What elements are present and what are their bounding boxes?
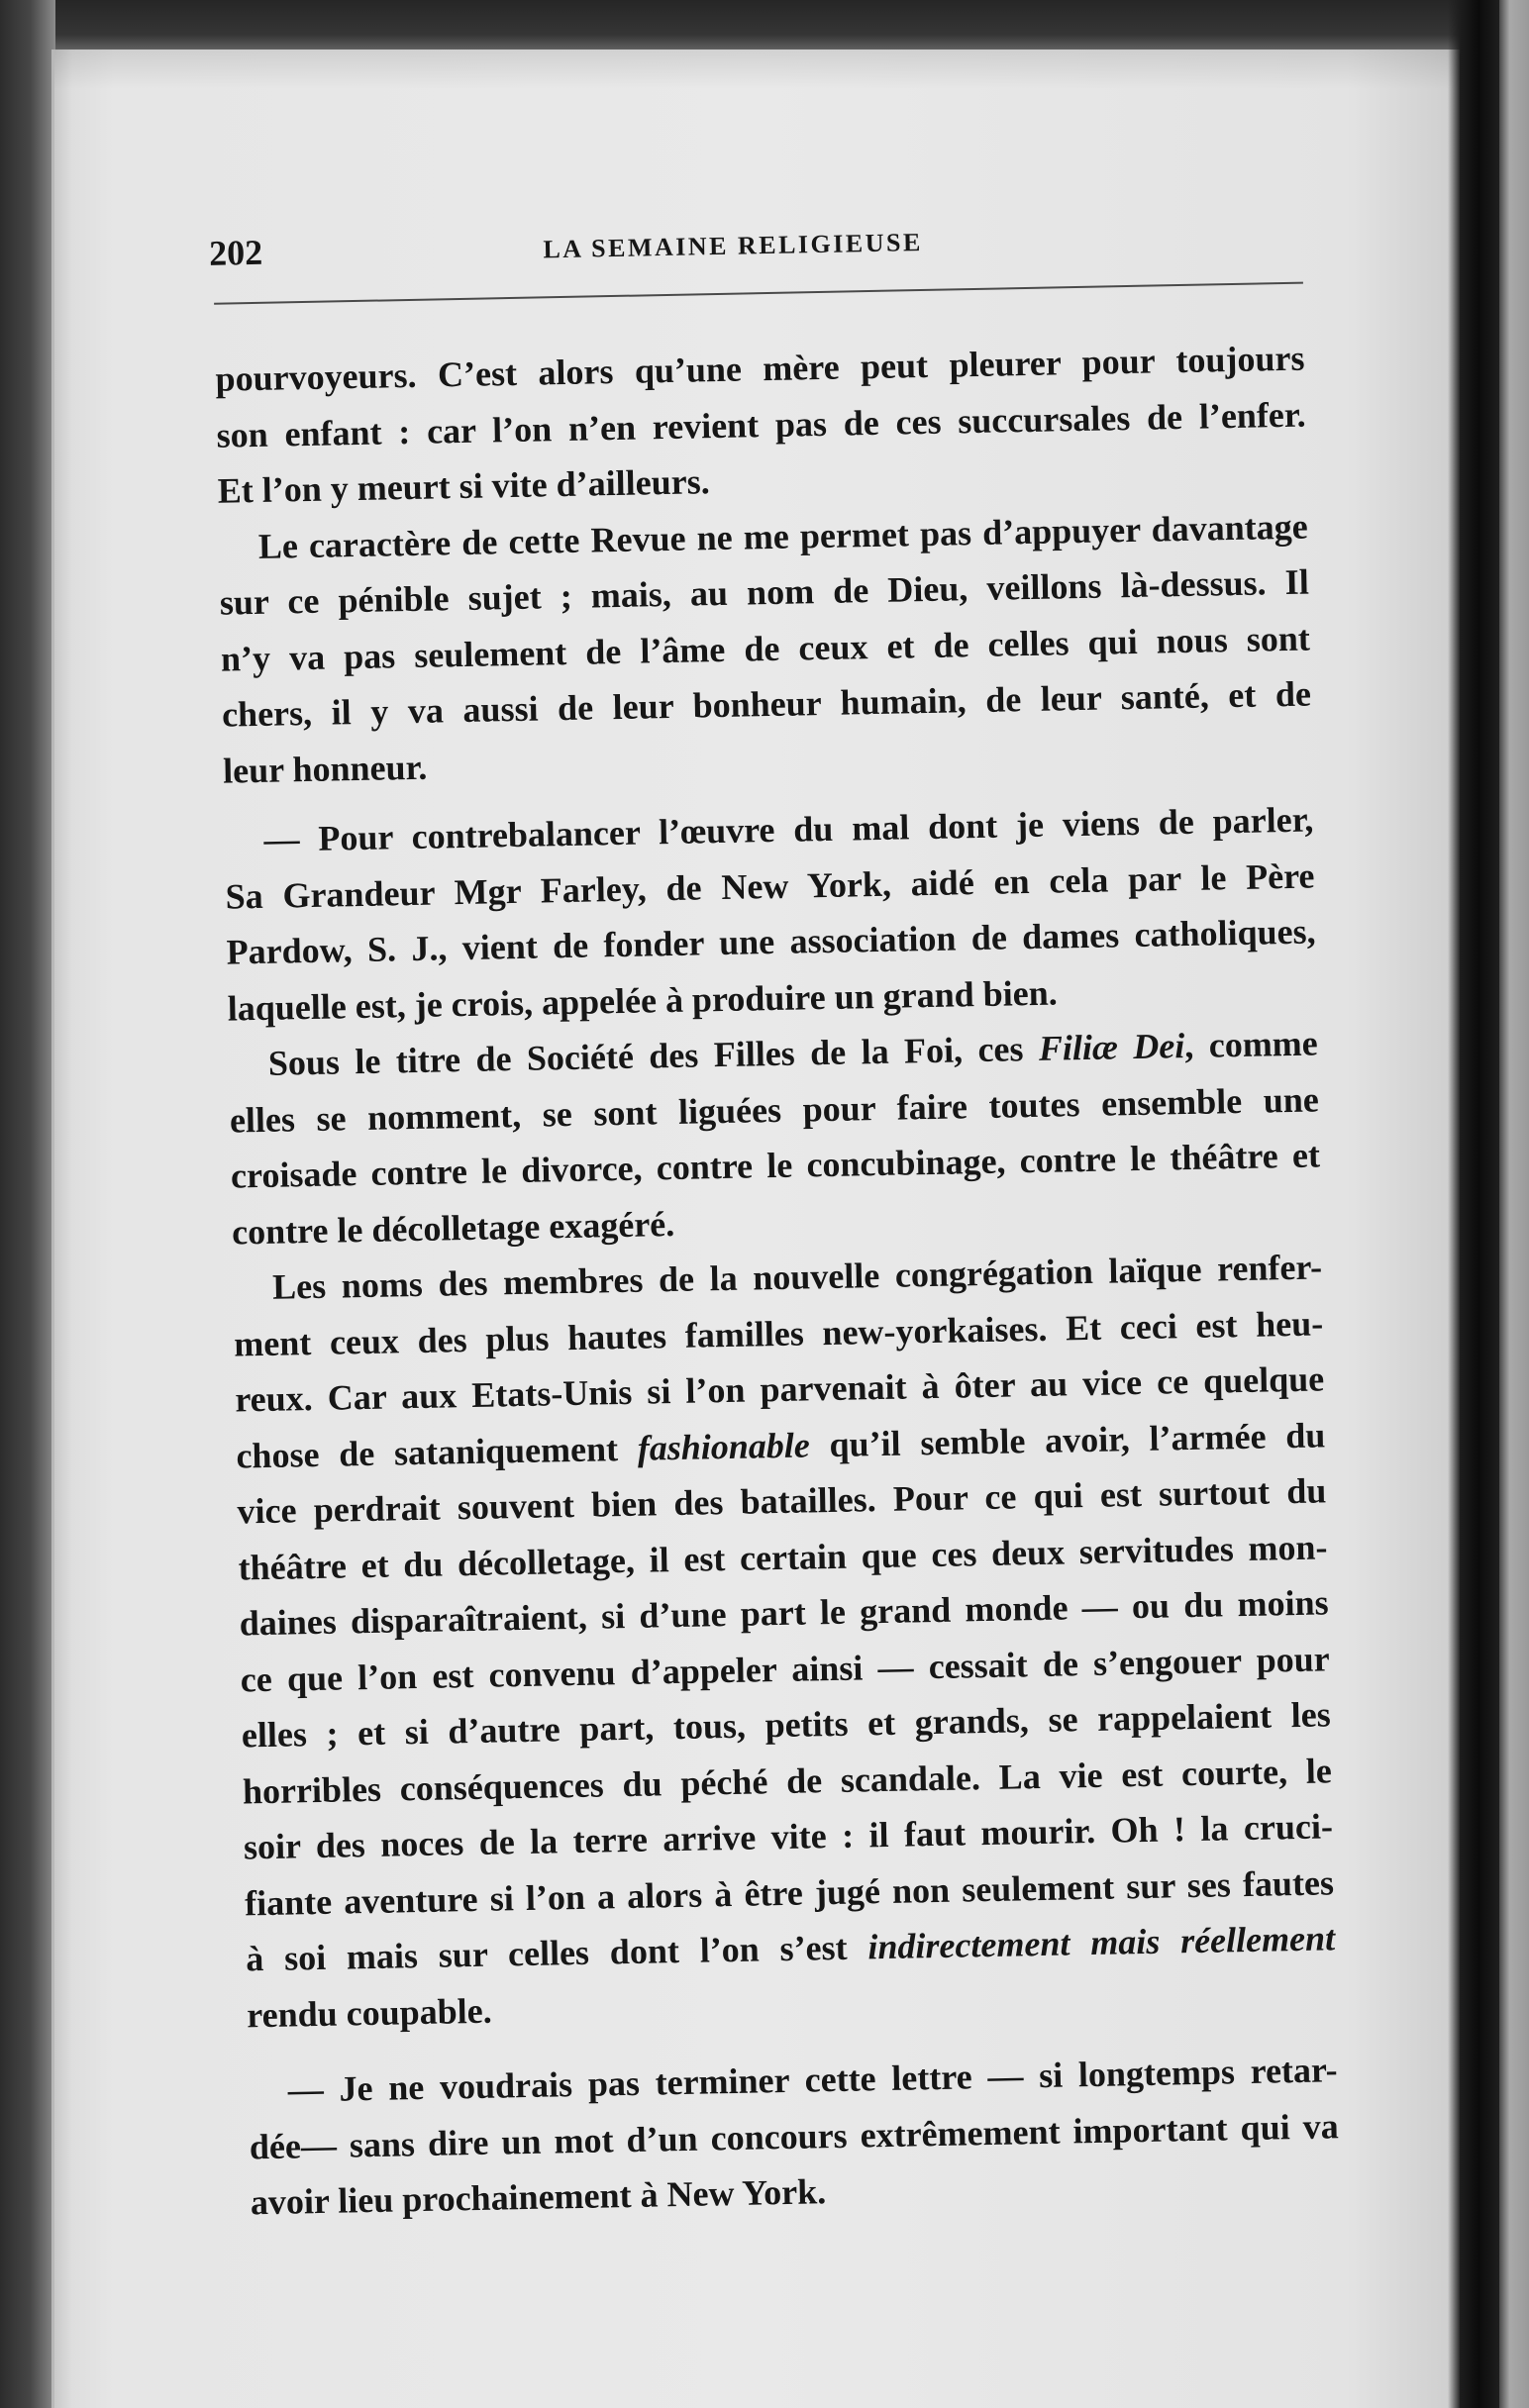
running-head: LA SEMAINE RELIGIEUSE: [543, 227, 924, 264]
text-segment: à soi mais sur celles dont l’on s’est: [245, 1927, 868, 1979]
text-line: elles se nomment, se sont liguées pour faire toutes ensemble une: [229, 1078, 1320, 1141]
text-line: Pardow, S. J., vient de fonder une association de dames catholiques,: [226, 911, 1316, 972]
text-segment: qu’il semble avoir, l’armée du: [809, 1414, 1326, 1464]
page-number: 202: [208, 232, 263, 273]
text-line: laquelle est, je crois, appelée à produire un grand bien.: [227, 972, 1059, 1029]
text-line: son enfant : car l’on n’en revient pas de ces succursales de l’enfer.: [216, 394, 1306, 455]
text-line: Et l’on y meurt si vite d’ailleurs.: [217, 461, 710, 511]
text-line: daines disparaîtraient, si d’une part le grand monde — ou du moins: [239, 1582, 1329, 1644]
paragraph: [233, 1239, 1337, 2043]
scan-border-top: [0, 0, 1529, 53]
text-line: reux. Car aux Etats-Unis si l’on parvenait à ôter au vice ce quelque: [234, 1358, 1325, 1420]
text-line: fiante aventure si l’on a alors à être jugé non seulement sur ses fautes: [244, 1861, 1335, 1923]
paragraph: [224, 792, 1317, 1037]
page-content: [208, 208, 1341, 2234]
text-line: — Pour contrebalancer l’œuvre du mal dont je viens de parler,: [263, 799, 1314, 859]
text-line: soir des noces de la terre arrive vite : il faut mourir. Oh ! la cruci-: [243, 1806, 1334, 1867]
text-line: Le caractère de cette Revue ne me permet pas d’appuyer davantage: [257, 506, 1309, 566]
text-line: rendu coupable.: [246, 1990, 493, 2035]
text-line: ment ceux des plus hautes familles new-yorkaises. Et ceci est heu-: [233, 1302, 1324, 1364]
paragraph: [228, 1015, 1321, 1259]
text-line: théâtre et du décolletage, il est certain que ces deux servitudes mon-: [238, 1526, 1328, 1587]
text-line: dée— sans dire un mot d’un concours extrêmement important qui va: [249, 2105, 1340, 2166]
text-line: Les noms des membres de la nouvelle congrégation laïque renfer-: [271, 1247, 1323, 1307]
paragraph: [218, 498, 1312, 799]
page-header: [208, 208, 1303, 278]
text-segment: chose de sataniquement: [236, 1428, 639, 1476]
paragraph: [215, 331, 1307, 520]
text-line: leur honneur.: [222, 747, 428, 791]
text-line: avoir lieu prochainement à New York.: [250, 2171, 827, 2223]
text-segment: Sous le titre de Société des Filles de la Foi, ces: [267, 1028, 1040, 1083]
text-line: elles ; et si d’autre part, tous, petits et grands, se rappelaient les: [241, 1694, 1332, 1756]
text-line: Sa Grandeur Mgr Farley, de New York, aidé en cela par le Père: [225, 855, 1315, 917]
book-page: [51, 50, 1460, 2408]
italic-text: Filiæ Dei: [1038, 1026, 1185, 1068]
text-line: croisade contre le divorce, contre le concubinage, contre le théâtre et: [230, 1135, 1321, 1196]
text-line: pourvoyeurs. C’est alors qu’une mère peut pleurer pour toujours: [215, 338, 1305, 399]
text-line: — Je ne voudrais pas terminer cette lettre — si longtemps retar-: [287, 2050, 1338, 2110]
header-rule: [214, 282, 1303, 305]
scan-border-left: [0, 0, 55, 2408]
text-line: sur ce pénible sujet ; mais, au nom de Dieu, veillons là-dessus. Il: [219, 561, 1310, 623]
body-text: [215, 331, 1340, 2231]
paragraph: [248, 2042, 1340, 2231]
text-line: n’y va pas seulement de l’âme de ceux et de celles qui nous sont: [220, 618, 1311, 679]
text-line: horribles conséquences du péché de scandale. La vie est courte, le: [242, 1750, 1333, 1811]
text-line: vice perdrait souvent bien des batailles. Pour ce qui est surtout du: [237, 1470, 1327, 1532]
scan-border-right: [1499, 0, 1529, 2408]
text-line: contre le décolletage exagéré.: [231, 1203, 675, 1253]
text-segment: , comme: [1183, 1023, 1319, 1066]
text-line: chers, il y va aussi de leur bonheur humain, de leur santé, et de: [221, 673, 1312, 735]
italic-text: fashionable: [637, 1424, 811, 1468]
text-line: ce que l’on est convenu d’appeler ainsi — cessait de s’engouer pour: [240, 1638, 1330, 1699]
italic-text: indirectement mais réellement: [867, 1918, 1336, 1967]
page-edge-shadow: [1448, 0, 1499, 2408]
